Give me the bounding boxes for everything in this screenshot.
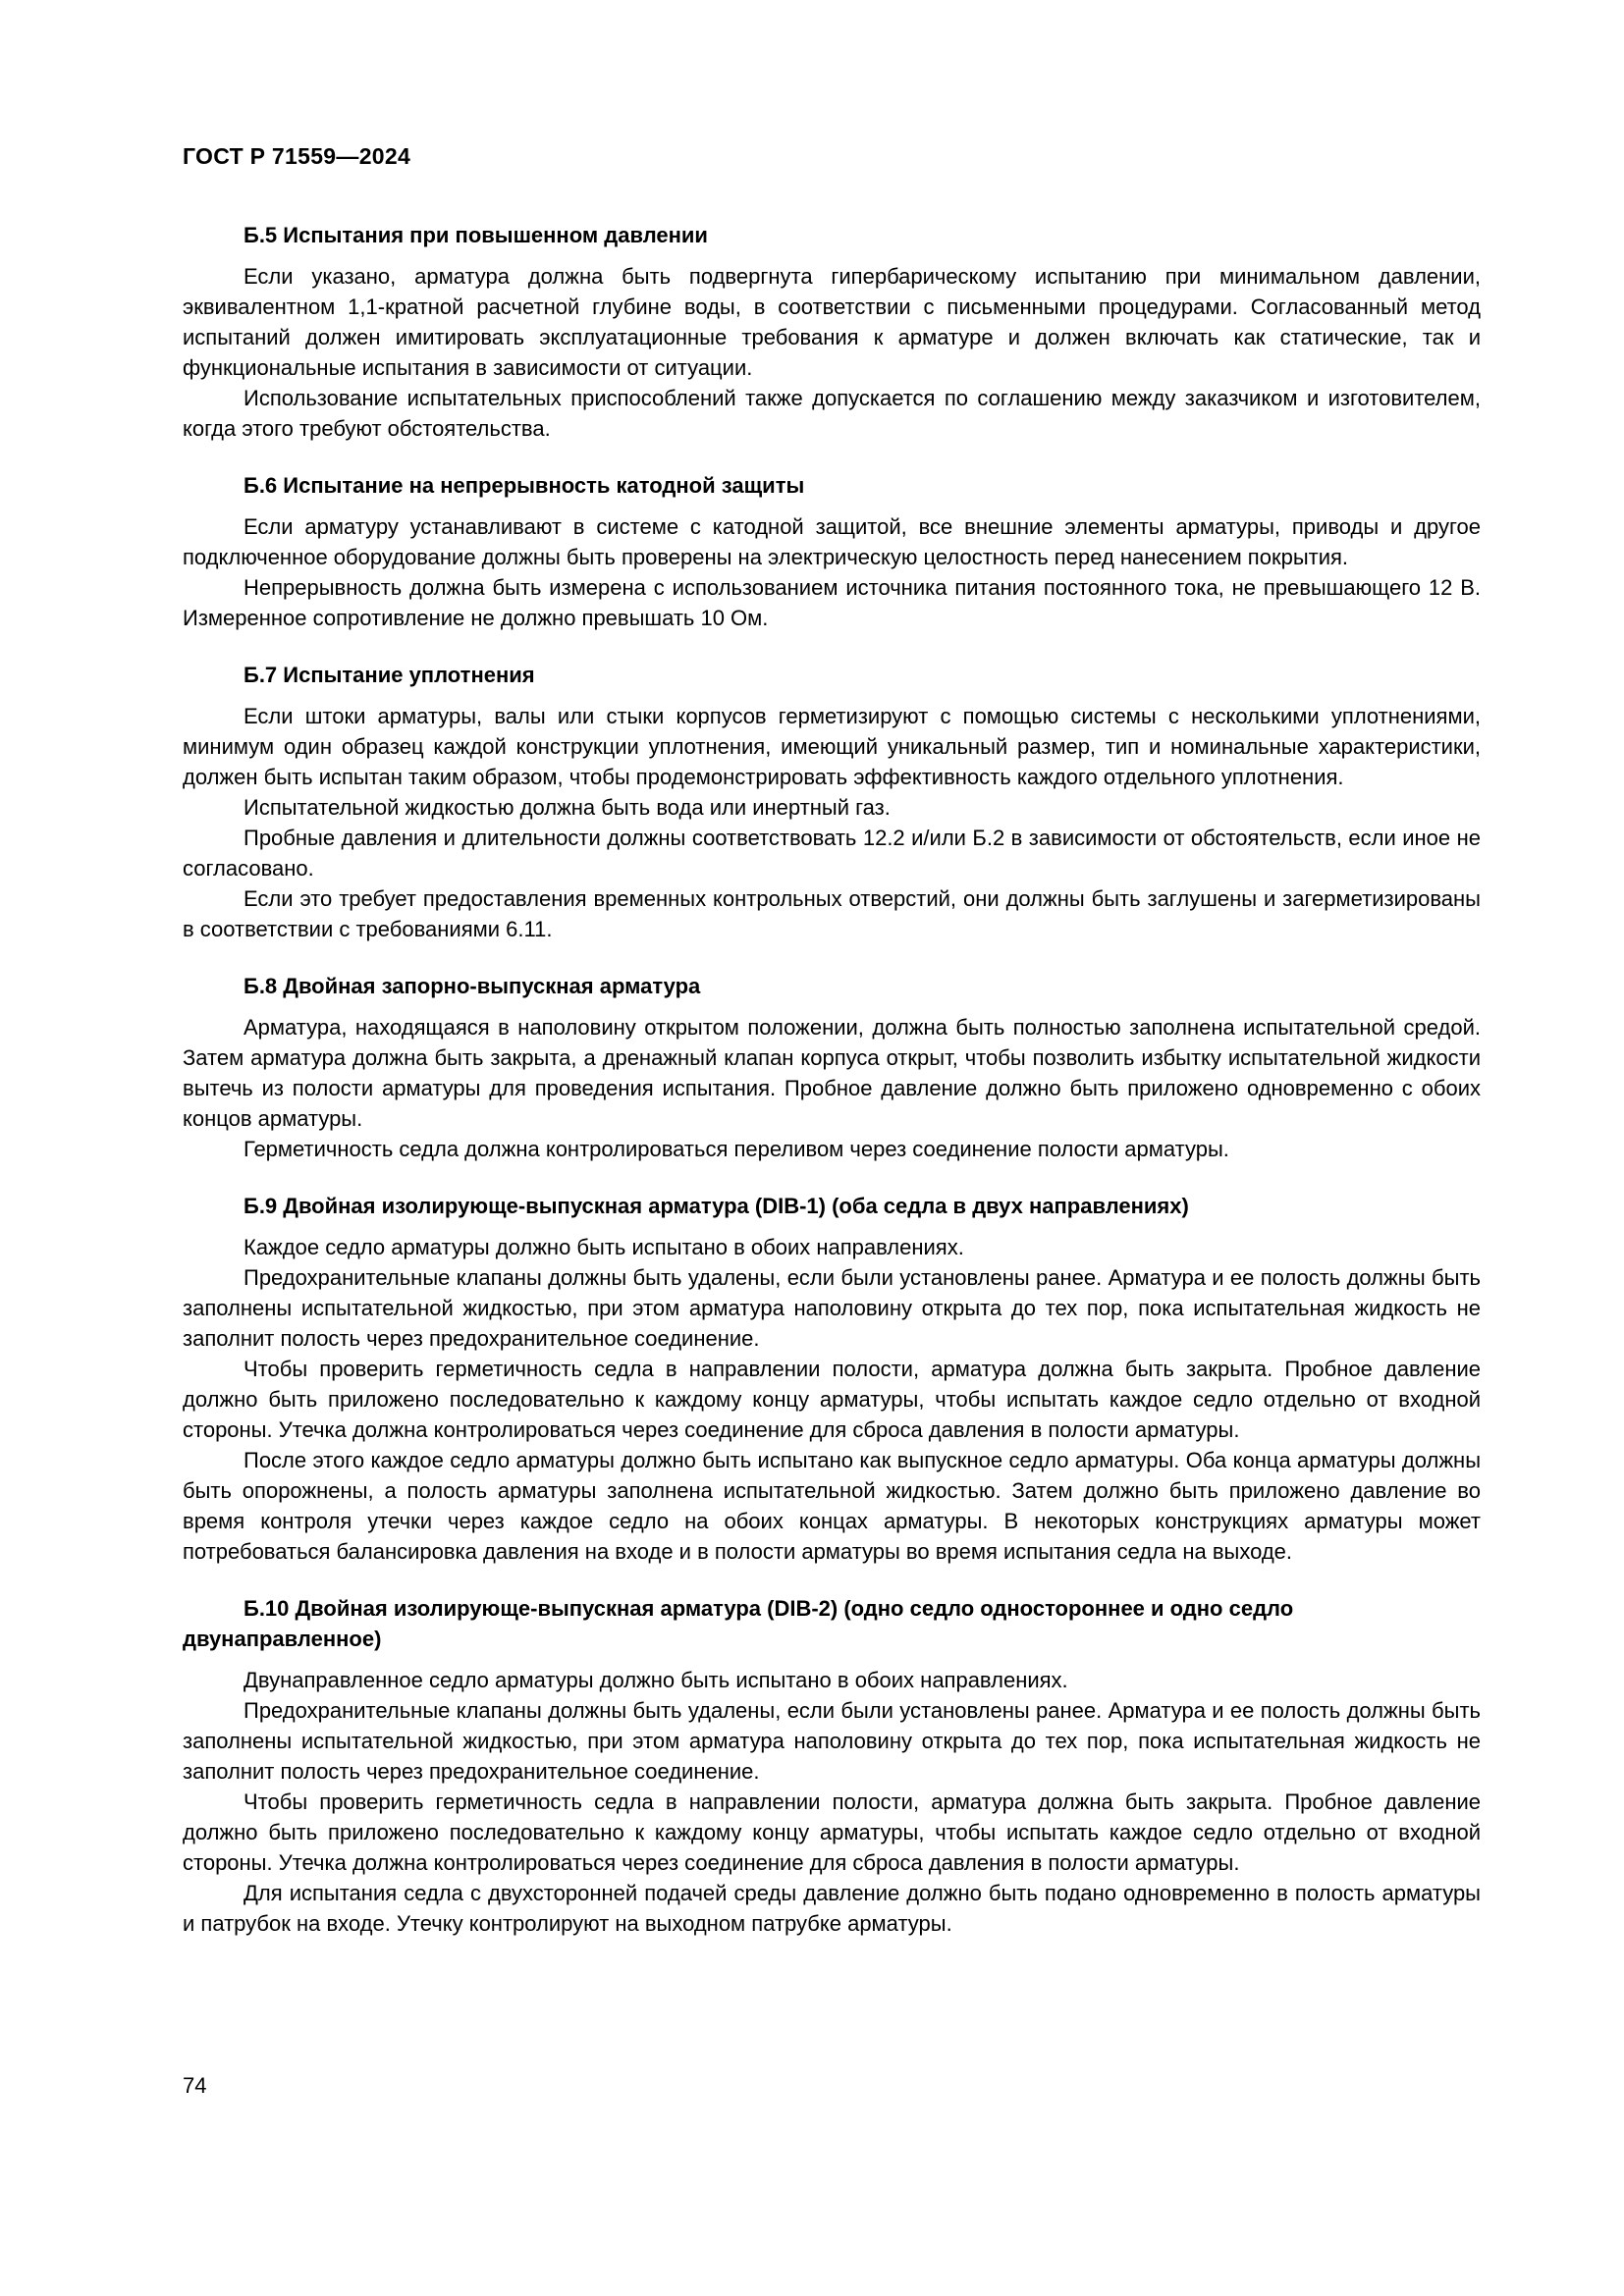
document-designation: ГОСТ Р 71559—2024 bbox=[183, 143, 411, 169]
document-body bbox=[183, 220, 1481, 1939]
page-number: 74 bbox=[183, 2073, 207, 2098]
paragraph: Если это требует предоставления временных контрольных отверстий, они должны быть заглушены и загерметизированы в соответствии с требованиями 6.11. bbox=[183, 886, 1481, 941]
section-heading: Б.5 Испытания при повышенном давлении bbox=[244, 223, 708, 247]
paragraph: Герметичность седла должна контролироваться переливом через соединение полости арматуры. bbox=[244, 1137, 1229, 1161]
section-heading: Б.9 Двойная изолирующе-выпускная арматура (DIB-1) (оба седла в двух направлениях) bbox=[244, 1194, 1189, 1218]
paragraph: Двунаправленное седло арматуры должно быть испытано в обоих направлениях. bbox=[244, 1668, 1068, 1692]
paragraph: Непрерывность должна быть измерена с использованием источника питания постоянного тока, не превышающего 12 В. Измеренное сопротивление не должно превышать 10 Ом. bbox=[183, 575, 1481, 630]
paragraph: Если штоки арматуры, валы или стыки корпусов герметизируют с помощью системы с несколькими уплотнениями, минимум один образец каждой конструкции уплотнения, имеющий уникальный размер, тип и номинальные характеристики, должен быть испытан таким образом, чтобы продемонстрировать эффективность каждого отдельного уплотнения. bbox=[183, 704, 1481, 789]
paragraph: Чтобы проверить герметичность седла в направлении полости, арматура должна быть закрыта. Пробное давление должно быть приложено последовательно к каждому концу арматуры, чтобы испытать каждое седло отдельно от входной стороны. Утечка должна контролироваться через соединение для сброса давления в полости арматуры. bbox=[183, 1357, 1481, 1442]
paragraph: Предохранительные клапаны должны быть удалены, если были установлены ранее. Арматура и ее полость должны быть заполнены испытательной жидкостью, при этом арматура наполовину открыта до тех пор, пока испытательная жидкость не заполнит полость через предохранительное соединение. bbox=[183, 1698, 1481, 1784]
paragraph: После этого каждое седло арматуры должно быть испытано как выпускное седло арматуры. Оба конца арматуры должны быть опорожнены, а полость арматуры заполнена испытательной жидкостью. Затем должно быть приложено давление во время контроля утечки через каждое седло на обоих концах арматуры. В некоторых конструкциях арматуры может потребоваться балансировка давления на входе и в полости арматуры во время испытания седла на выходе. bbox=[183, 1448, 1481, 1564]
paragraph: Чтобы проверить герметичность седла в направлении полости, арматура должна быть закрыта. Пробное давление должно быть приложено последовательно к каждому концу арматуры, чтобы испытать каждое седло отдельно от входной стороны. Утечка должна контролироваться через соединение для сброса давления в полости арматуры. bbox=[183, 1789, 1481, 1875]
paragraph: Предохранительные клапаны должны быть удалены, если были установлены ранее. Арматура и ее полость должны быть заполнены испытательной жидкостью, при этом арматура наполовину открыта до тех пор, пока испытательная жидкость не заполнит полость через предохранительное соединение. bbox=[183, 1265, 1481, 1351]
paragraph: Арматура, находящаяся в наполовину открытом положении, должна быть полностью заполнена испытательной средой. Затем арматура должна быть закрыта, а дренажный клапан корпуса открыт, чтобы позволить избытку испытательной жидкости вытечь из полости арматуры для проведения испытания. Пробное давление должно быть приложено одновременно с обоих концов арматуры. bbox=[183, 1015, 1481, 1131]
section-heading: Б.10 Двойная изолирующе-выпускная арматура (DIB-2) (одно седло одностороннее и одно седло двунаправленное) bbox=[183, 1596, 1294, 1651]
paragraph: Испытательной жидкостью должна быть вода или инертный газ. bbox=[244, 795, 891, 820]
paragraph: Если арматуру устанавливают в системе с катодной защитой, все внешние элементы арматуры, приводы и другое подключенное оборудование должны быть проверены на электрическую целостность перед нанесением покрытия. bbox=[183, 514, 1481, 569]
paragraph: Пробные давления и длительности должны соответствовать 12.2 и/или Б.2 в зависимости от обстоятельств, если иное не согласовано. bbox=[183, 826, 1481, 881]
section-heading: Б.7 Испытание уплотнения bbox=[244, 663, 535, 687]
paragraph: Каждое седло арматуры должно быть испытано в обоих направлениях. bbox=[244, 1235, 964, 1259]
paragraph: Для испытания седла с двухсторонней подачей среды давление должно быть подано одновременно в полость арматуры и патрубок на входе. Утечку контролируют на выходном патрубке арматуры. bbox=[183, 1881, 1481, 1936]
section-heading: Б.8 Двойная запорно-выпускная арматура bbox=[244, 974, 701, 998]
section-heading: Б.6 Испытание на непрерывность катодной защиты bbox=[244, 473, 805, 498]
paragraph: Использование испытательных приспособлений также допускается по соглашению между заказчиком и изготовителем, когда этого требуют обстоятельства. bbox=[183, 386, 1481, 441]
paragraph: Если указано, арматура должна быть подвергнута гипербарическому испытанию при минимальном давлении, эквивалентном 1,1-кратной расчетной глубине воды, в соответствии с письменными процедурами. Согласованный метод испытаний должен имитировать эксплуатационные требования к арматуре и должен включать как статические, так и функциональные испытания в зависимости от ситуации. bbox=[183, 264, 1481, 380]
